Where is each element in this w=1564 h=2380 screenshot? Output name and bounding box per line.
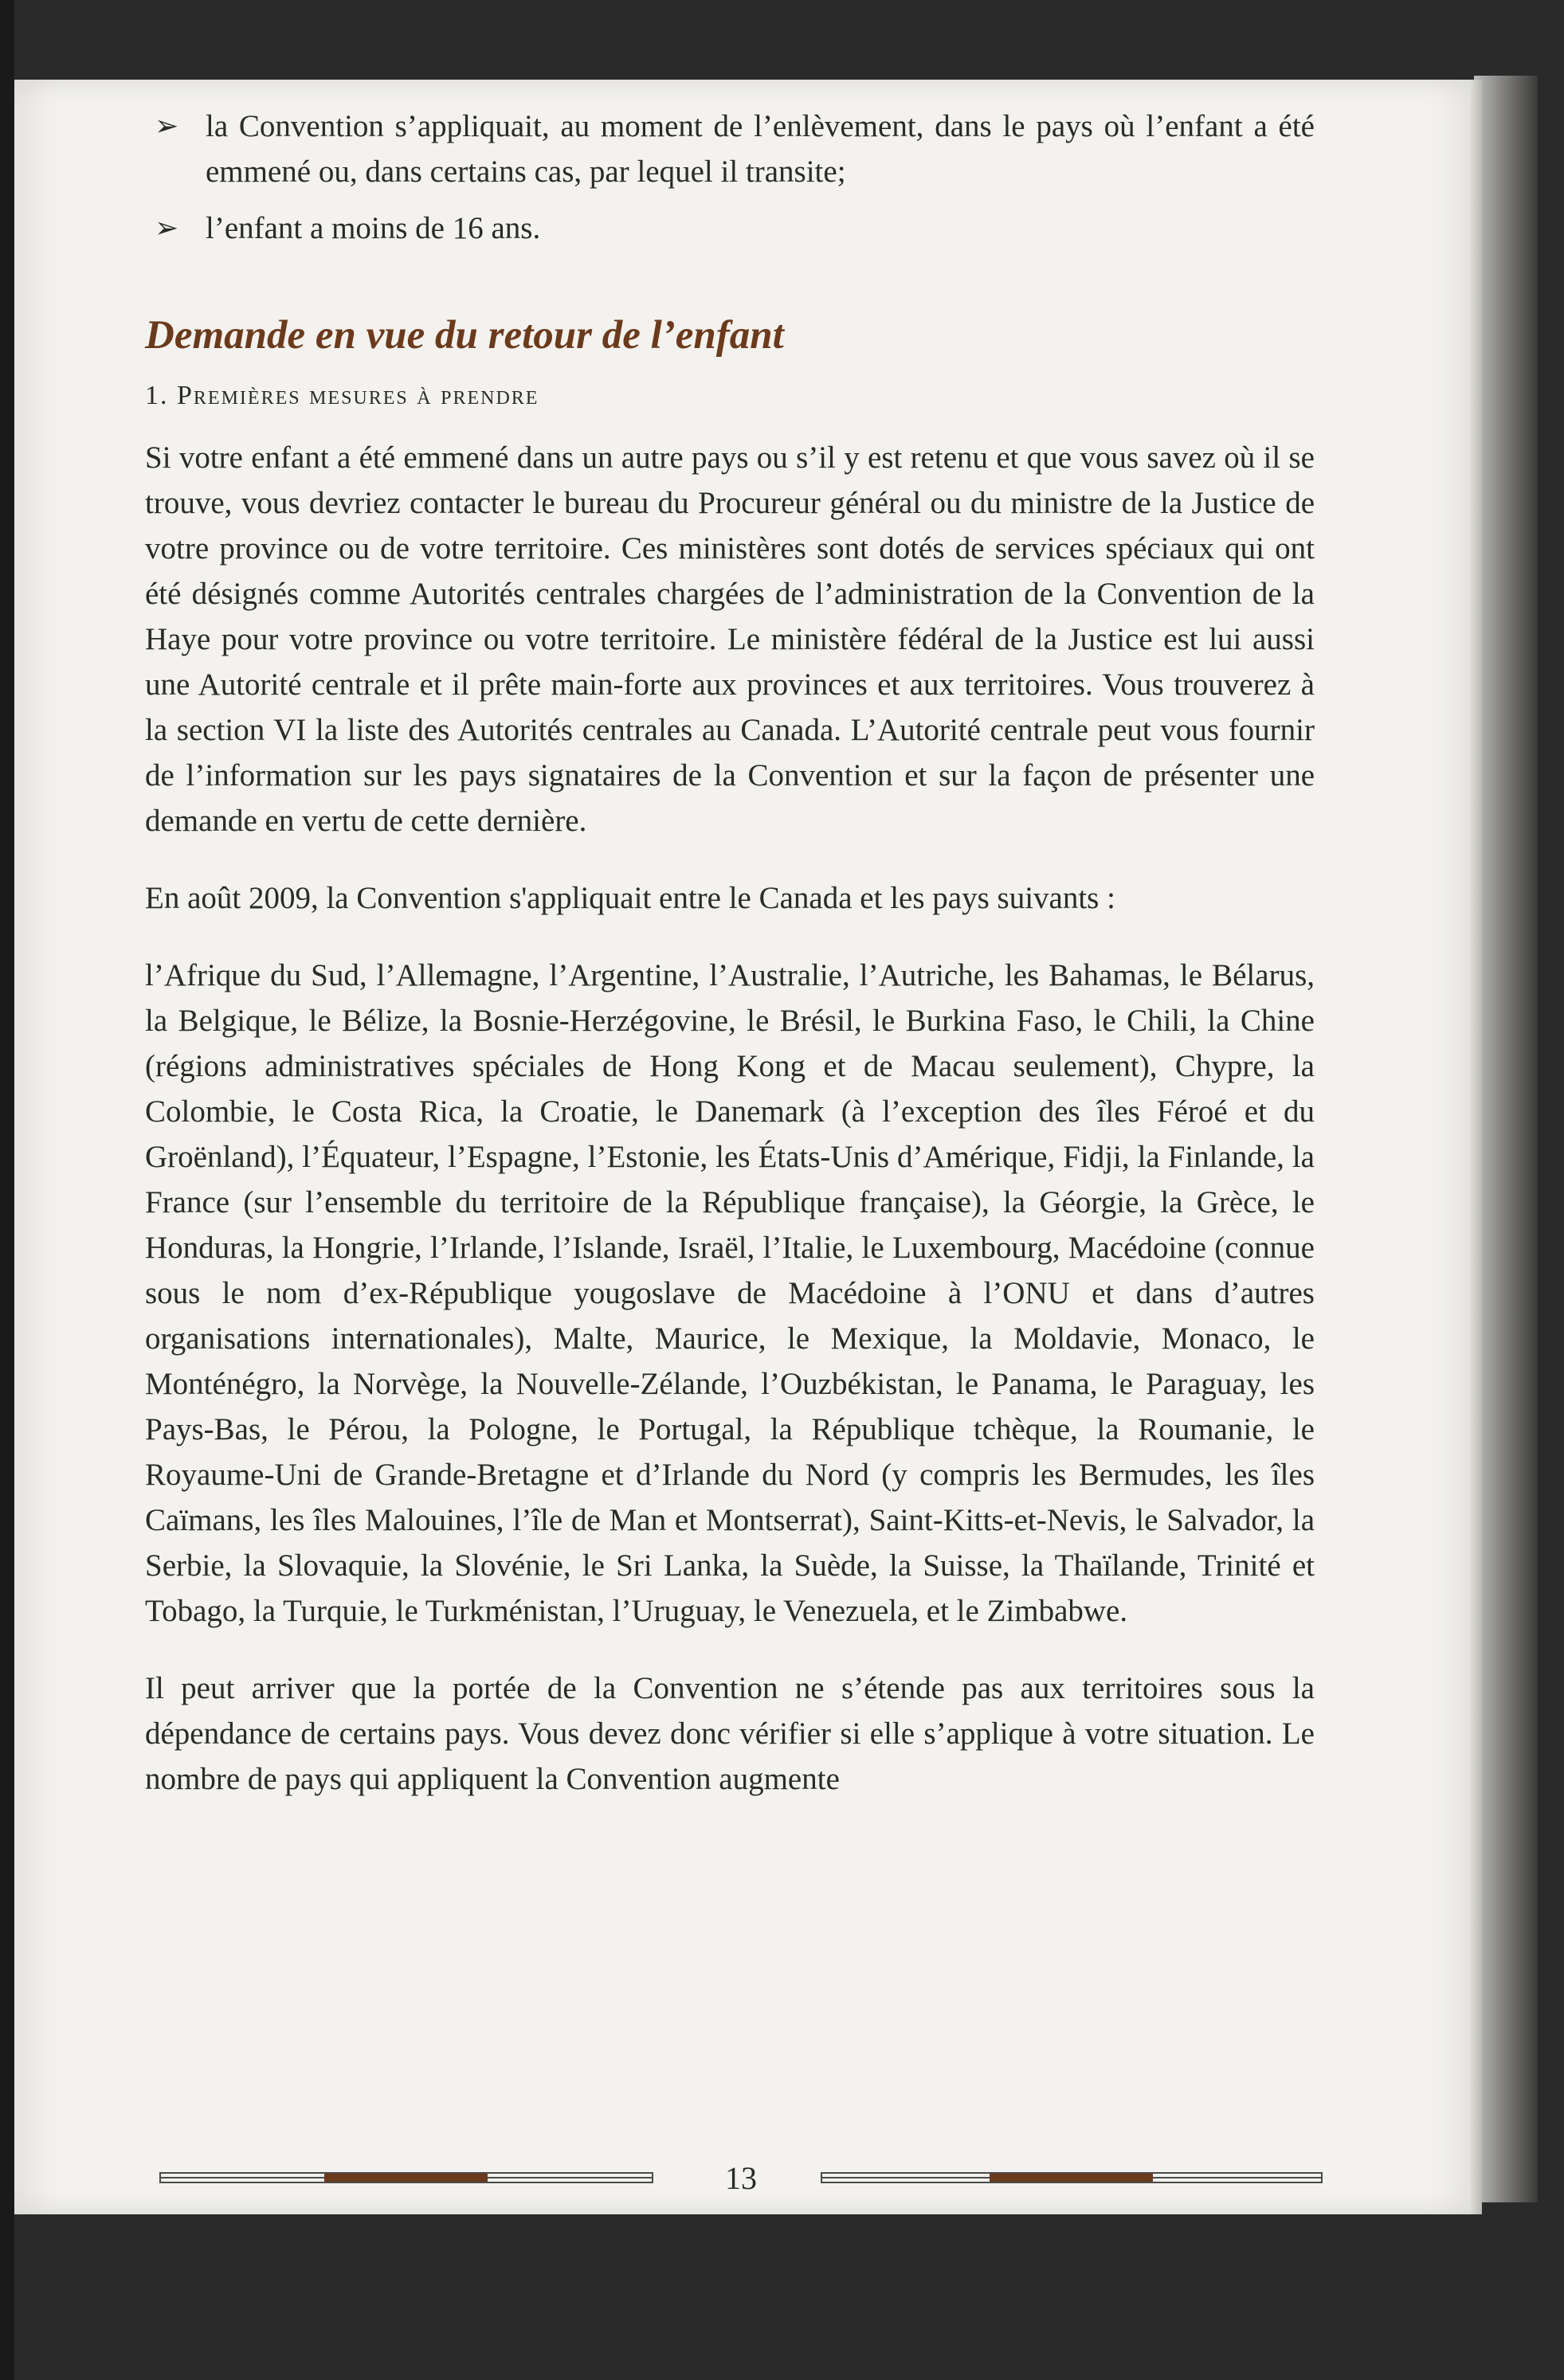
page-number: 13 [725, 2160, 757, 2196]
page-content [145, 104, 1315, 1802]
bullet-item [145, 104, 1315, 194]
subheading: 1. Premières mesures à prendre [145, 381, 539, 410]
bullet-text: la Convention s’appliquait, au moment de l’enlèvement, dans le pays où l’enfant a été emmené ou, dans certains cas, par lequel il transite; [206, 109, 1315, 189]
section-title: Demande en vue du retour de l’enfant [145, 313, 784, 358]
footer-ornament-left [159, 2172, 653, 2183]
bullet-text: l’enfant a moins de 16 ans. [206, 211, 541, 245]
paragraph: Il peut arriver que la portée de la Convention ne s’étende pas aux territoires sous la dépendance de certains pays. Vous devez donc vérifier si elle s’applique à votre situation. Le nombre de pays qui appliquent la Convention augmente [145, 1671, 1315, 1796]
page-footer [159, 2160, 1323, 2196]
footer-ornament-right [821, 2172, 1323, 2183]
book-spine [0, 0, 14, 2380]
page-edge-shadow [1474, 76, 1538, 2202]
arrowhead-icon: ➢ [155, 110, 179, 142]
bullet-item [145, 206, 1315, 251]
arrowhead-icon: ➢ [155, 212, 179, 244]
country-list-paragraph: l’Afrique du Sud, l’Allemagne, l’Argentine, l’Australie, l’Autriche, les Bahamas, le Bélarus, la Belgique, le Bélize, la Bosnie-Herzégovine, le Brésil, le Burkina Faso, le Chili, la Chine (régions administratives spéciales de Hong Kong et de Macau seulement), Chypre, la Colombie, le Costa Rica, la Croatie, le Danemark (à l’exception des îles Féroé et du Groënland), l’Équateur, l’Espagne, l’Estonie, les États-Unis d’Amérique, Fidji, la Finlande, la France (sur l’ensemble du territoire de la République française), la Géorgie, la Grèce, le Honduras, la Hongrie, l’Irlande, l’Islande, Israël, l’Italie, le Luxembourg, Macédoine (connue sous le nom d’ex-République yougoslave de Macédoine à l’ONU et dans d’autres organisations internationales), Malte, Maurice, le Mexique, la Moldavie, Monaco, le Monténégro, la Norvège, la Nouvelle-Zélande, l’Ouzbékistan, le Panama, le Paraguay, les Pays-Bas, le Pérou, la Pologne, le Portugal, la République tchèque, la Roumanie, le Royaume-Uni de Grande-Bretagne et d’Irlande du Nord (y compris les Bermudes, les îles Caïmans, les îles Malouines, l’île de Man et Montserrat), Saint-Kitts-et-Nevis, le Salvador, la Serbie, la Slovaquie, la Slovénie, le Sri Lanka, la Suède, la Suisse, la Thaïlande, Trinité et Tobago, la Turquie, le Turkménistan, l’Uruguay, le Venezuela, et le Zimbabwe. [145, 958, 1315, 1628]
paragraph: En août 2009, la Convention s'appliquait entre le Canada et les pays suivants : [145, 881, 1115, 915]
paragraph: Si votre enfant a été emmené dans un autre pays ou s’il y est retenu et que vous savez où il se trouve, vous devriez contacter le bureau du Procureur général ou du ministre de la Justice de votre province ou de votre territoire. Ces ministères sont dotés de services spéciaux qui ont été désignés comme Autorités centrales chargées de l’administration de la Convention de la Haye pour votre province ou votre territoire. Le ministère fédéral de la Justice est lui aussi une Autorité centrale et il prête main-forte aux provinces et aux territoires. Vous trouverez à la section VI la liste des Autorités centrales au Canada. L’Autorité centrale peut vous fournir de l’information sur les pays signataires de la Convention et sur la façon de présenter une demande en vertu de cette dernière. [145, 440, 1315, 838]
page-edge [1471, 80, 1482, 2214]
